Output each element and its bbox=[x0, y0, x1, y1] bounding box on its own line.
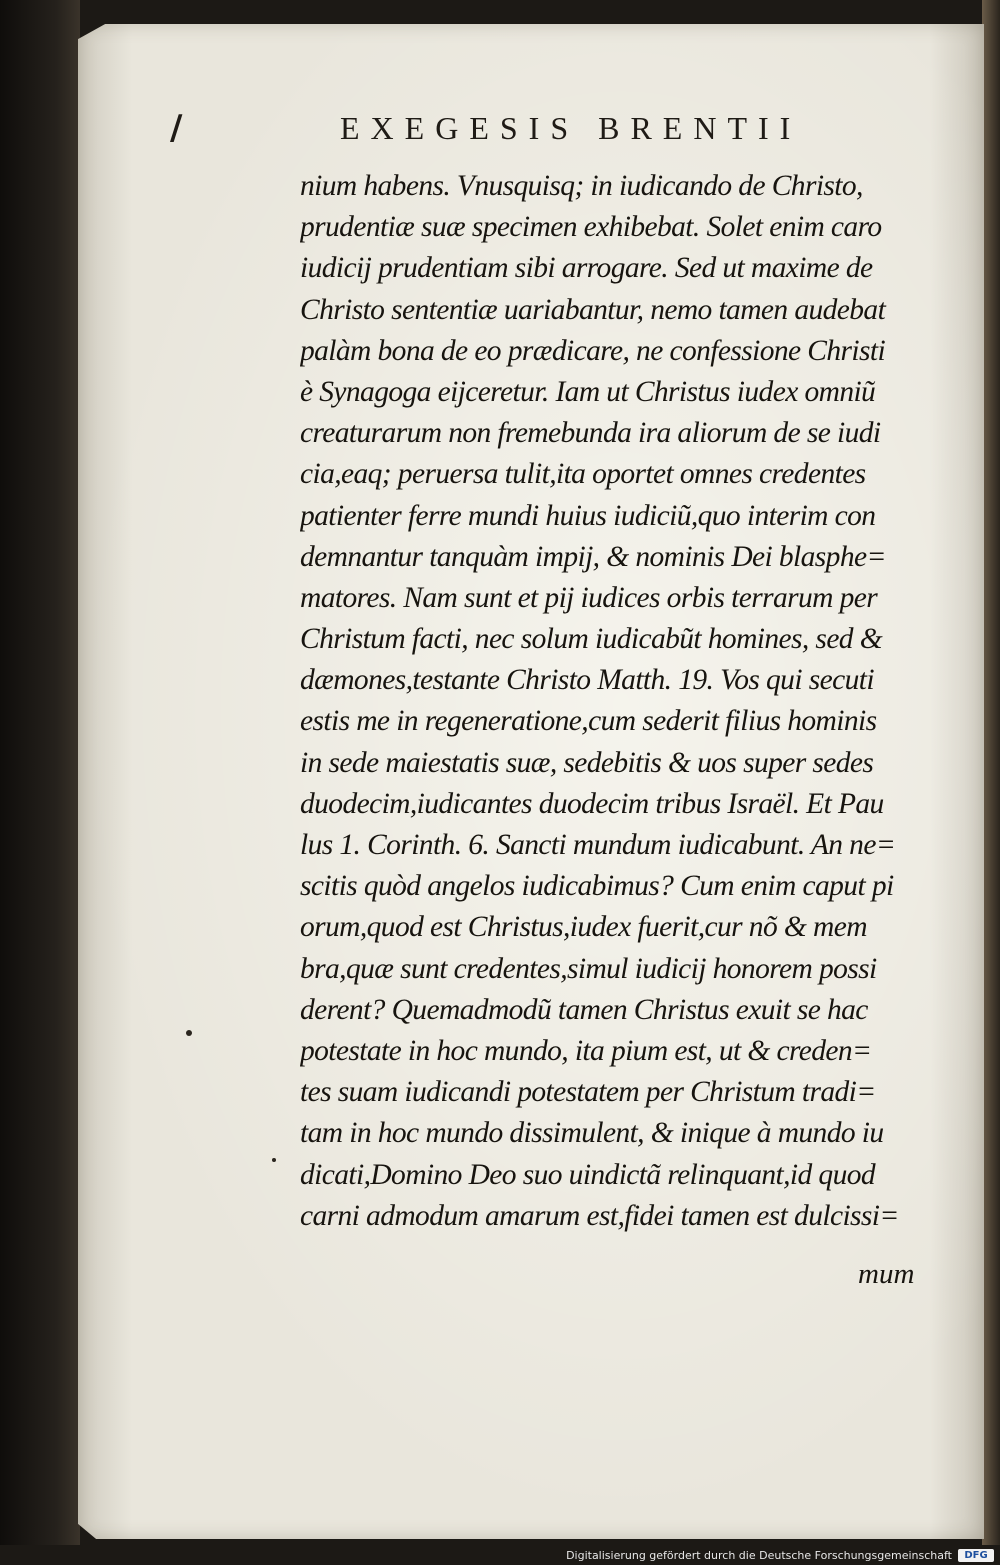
text-line: orum,quod est Christus,iudex fuerit,cur nõ & mem bbox=[300, 911, 867, 944]
text-line: duodecim,iudicantes duodecim tribus Israël. Et Pau bbox=[300, 787, 884, 820]
text-line: derent? Quemadmodũ tamen Christus exuit se hac bbox=[300, 993, 868, 1026]
text-line: è Synagoga eijceretur. Iam ut Christus iudex omniũ bbox=[300, 375, 876, 408]
ink-speck bbox=[186, 1030, 192, 1036]
footer-credit: Digitalisierung gefördert durch die Deutsche Forschungsgemeinschaft bbox=[566, 1549, 952, 1562]
text-line: dæmones,testante Christo Matth. 19. Vos qui secuti bbox=[300, 664, 874, 697]
footer-bar bbox=[0, 1545, 1000, 1565]
left-binding-shadow bbox=[0, 0, 80, 1565]
text-line: estis me in regeneratione,cum sederit filius hominis bbox=[300, 705, 877, 738]
catchword: mum bbox=[858, 1258, 915, 1290]
text-line: patienter ferre mundi huius iudiciũ,quo interim con bbox=[300, 499, 876, 532]
text-line: bra,quæ sunt credentes,simul iudicij honorem possi bbox=[300, 952, 877, 985]
text-line: potestate in hoc mundo, ita pium est, ut & creden= bbox=[300, 1034, 872, 1067]
text-line: matores. Nam sunt et pij iudices orbis terrarum per bbox=[300, 581, 878, 614]
text-line: cia,eaq; peruersa tulit,ita oportet omnes credentes bbox=[300, 458, 866, 491]
text-line: palàm bona de eo prædicare, ne confessione Christi bbox=[300, 334, 886, 367]
dfg-logo: DFG bbox=[958, 1549, 994, 1562]
ink-speck bbox=[272, 1158, 276, 1162]
text-line: tes suam iudicandi potestatem per Christum tradi= bbox=[300, 1076, 876, 1109]
text-line: lus 1. Corinth. 6. Sancti mundum iudicabunt. An ne= bbox=[300, 829, 896, 861]
text-line: tam in hoc mundo dissimulent, & inique à mundo iu bbox=[300, 1117, 884, 1150]
text-line: Christo sententiæ uariabantur, nemo tamen audebat bbox=[300, 293, 886, 326]
text-line: in sede maiestatis suæ, sedebitis & uos super sedes bbox=[300, 746, 874, 779]
body-text bbox=[300, 166, 932, 1237]
text-line: carni admodum amarum est,fidei tamen est dulcissi= bbox=[300, 1199, 899, 1232]
right-page-edge bbox=[982, 0, 1000, 1545]
text-line: iudicij prudentiam sibi arrogare. Sed ut maxime de bbox=[300, 252, 873, 285]
text-line: dicati,Domino Deo suo uindictã relinquant,id quod bbox=[300, 1158, 876, 1191]
text-line: demnantur tanquàm impij, & nominis Dei blasphe= bbox=[300, 540, 886, 573]
text-line: creaturarum non fremebunda ira aliorum de se iudi bbox=[300, 417, 881, 450]
running-head: EXEGESIS BRENTII bbox=[340, 110, 802, 146]
text-line: prudentiæ suæ specimen exhibebat. Solet enim caro bbox=[300, 211, 882, 244]
folio-mark: / bbox=[170, 108, 183, 148]
text-line: nium habens. Vnusquisq; in iudicando de Christo, bbox=[300, 170, 863, 202]
text-line: scitis quòd angelos iudicabimus? Cum enim caput pi bbox=[300, 870, 894, 903]
text-line: Christum facti, nec solum iudicabũt homines, sed & bbox=[300, 623, 883, 656]
